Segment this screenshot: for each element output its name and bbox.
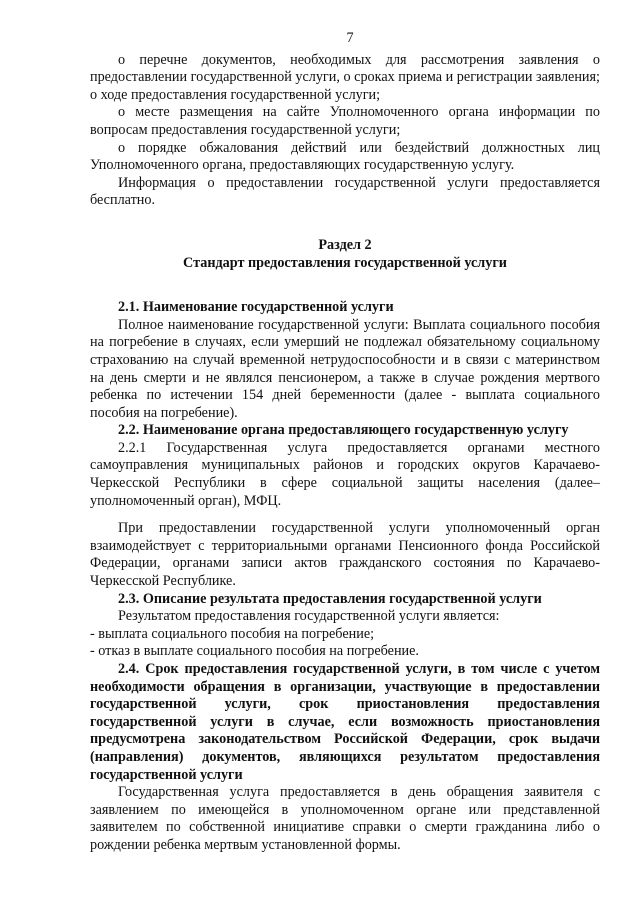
paragraph-2-4: Государственная услуга предоставляется в день обращения заявителя с заявлением по имеющейся в уполномоченном органе или представленной заявителем по собственной инициативе справки о смерти гражданина либо о рождении ребенка мертвым установленной формы. xyxy=(90,784,600,853)
intro-paragraph-3: о порядке обжалования действий или бездействий должностных лиц Уполномоченного органа, предоставляющих государственную услугу. xyxy=(90,139,600,174)
paragraph-2-3-intro: Результатом предоставления государственной услуги является: xyxy=(118,608,500,625)
heading-2-1: 2.1. Наименование государственной услуги xyxy=(118,299,394,316)
list-item: - отказ в выплате социального пособия на погребение. xyxy=(90,643,419,660)
section-number: Раздел 2 xyxy=(318,236,372,253)
spacer xyxy=(90,227,600,237)
heading-2-4: 2.4. Срок предоставления государственной услуги, в том числе с учетом необходимости обращения в организации, участвующие в предоставлении государственной услуги, срок приостановления предоставления государственной услуги в случае, если возможность приостановления предусмотрена законодательством Российской Федерации, срок выдачи (направления) документов, являющихся результатом предоставления государственной услуги xyxy=(90,661,600,783)
intro-paragraph-4: Информация о предоставлении государственной услуги предоставляется бесплатно. xyxy=(90,174,600,209)
page-number: 7 xyxy=(346,30,354,46)
spacer xyxy=(90,510,600,520)
paragraph-2-1: Полное наименование государственной услуги: Выплата социального пособия на погребение в случаях, если умерший не подлежал обязательному социальному страхованию на случай временной нетрудоспособности и в связи с материнством на день смерти и не являлся пенсионером, а также в случае рождения мертвого ребенка по истечении 154 дней беременности (далее - выплата социального пособия на погребение). xyxy=(90,316,600,421)
heading-2-2: 2.2. Наименование органа предоставляющего государственную услугу xyxy=(118,422,569,439)
spacer xyxy=(90,272,600,289)
paragraph-2-2-2: При предоставлении государственной услуги уполномоченный орган взаимодействует с территориальными органами Пенсионного фонда Российской Федерации, органами записи актов гражданского состояния по Карачаево-Черкесской Республике. xyxy=(90,520,600,590)
spacer xyxy=(90,210,600,227)
intro-paragraph-2: о месте размещения на сайте Уполномоченного органа информации по вопросам предоставления государственной услуги; xyxy=(90,104,600,138)
list-item: - выплата социального пособия на погребение; xyxy=(90,625,375,642)
section-title: Стандарт предоставления государственной услуги xyxy=(183,254,507,271)
paragraph-2-2-1: 2.2.1 Государственная услуга предоставляется органами местного самоуправления муниципальных районов и городских округов Карачаево-Черкесской Республики в сфере социальной защиты населения (далее–уполномоченный орган), МФЦ. xyxy=(90,439,600,509)
spacer xyxy=(90,289,600,299)
heading-2-3: 2.3. Описание результата предоставления государственной услуги xyxy=(118,590,542,607)
intro-paragraph-1: о перечне документов, необходимых для рассмотрения заявления о предоставлении государственной услуги, о сроках приема и регистрации заявления; о ходе предоставления государственной услуги; xyxy=(90,51,600,103)
